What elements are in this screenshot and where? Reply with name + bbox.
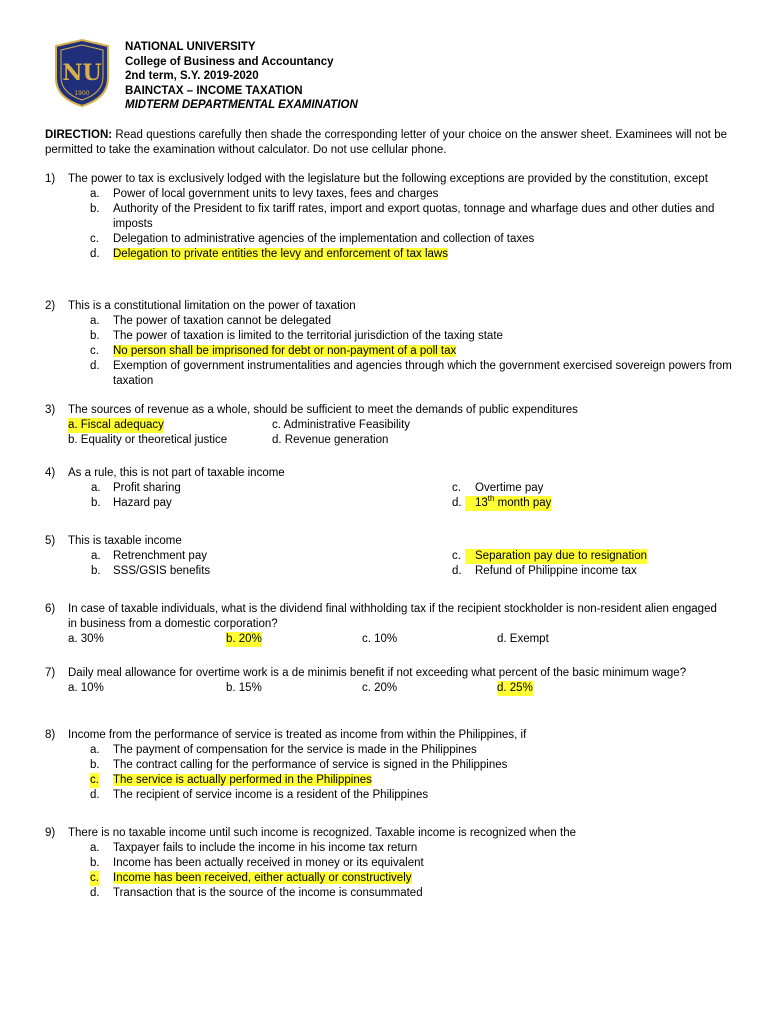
option-b[interactable]: Hazard pay <box>113 497 172 509</box>
question-4 <box>45 466 735 511</box>
option-letter: b. <box>91 565 101 577</box>
option-a[interactable]: a. Power of local government units to levy taxes, fees and charges <box>90 188 439 200</box>
logo-year: 1900 <box>74 90 90 97</box>
option-b[interactable]: b. Income has been actually received in money or its equivalent <box>90 857 424 869</box>
question-2 <box>45 299 735 389</box>
question-number: 6) <box>45 603 56 615</box>
option-text: Transaction that is the source of the income is consummated <box>113 887 423 899</box>
option-d[interactable]: 13th month pay <box>465 496 551 511</box>
term: 2nd term, S.Y. 2019-2020 <box>125 70 259 83</box>
highlighted-answer: Income has been received, either actually or constructively <box>113 872 412 884</box>
option-c[interactable]: c. 20% <box>362 682 398 694</box>
option-c[interactable]: c. No person shall be imprisoned for debt or non-payment of a poll tax <box>90 345 457 357</box>
question-5 <box>45 534 735 579</box>
option-text: Delegation to administrative agencies of the implementation and collection of taxes <box>113 233 535 245</box>
university-name: NATIONAL UNIVERSITY <box>125 41 256 53</box>
option-c[interactable]: Overtime pay <box>475 482 544 494</box>
question-stem: In case of taxable individuals, what is the dividend final withholding tax if the recipient stockholder is non-resident alien engaged in business from a domestic corporation? <box>68 603 717 630</box>
option-c[interactable]: c. The service is actually performed in the Philippines <box>90 774 372 786</box>
highlighted-answer: No person shall be imprisoned for debt or non-payment of a poll tax <box>113 345 457 357</box>
question-stem: Daily meal allowance for overtime work is a de minimis benefit if not exceeding what percent of the basic minimum wage? <box>68 667 687 679</box>
option-text: Authority of the President to fix tariff rates, import and export quotas, tonnage and wharfage dues and other duties and imposts <box>113 203 715 230</box>
exam-title: MIDTERM DEPARTMENTAL EXAMINATION <box>125 99 358 112</box>
question-stem: This is taxable income <box>68 535 182 547</box>
option-d[interactable]: d. 25% <box>497 682 533 694</box>
option-text: Exemption of government instrumentalities and agencies through which the government exercised sovereign powers from taxation <box>113 360 732 387</box>
option-text: The power of taxation is limited to the territorial jurisdiction of the taxing state <box>113 330 503 342</box>
option-a[interactable]: Profit sharing <box>113 482 181 494</box>
question-stem: The power to tax is exclusively lodged with the legislature but the following exceptions are provided by the constitution, except <box>68 173 708 185</box>
question-number: 3) <box>45 404 56 416</box>
option-b[interactable]: SSS/GSIS benefits <box>113 565 211 577</box>
option-letter: d. <box>452 565 462 577</box>
option-c[interactable]: c. Administrative Feasibility <box>272 419 411 431</box>
option-d[interactable]: d. Delegation to private entities the levy and enforcement of tax laws <box>90 248 448 260</box>
question-stem: Income from the performance of service is treated as income from within the Philippines, if <box>68 729 527 741</box>
option-text: The contract calling for the performance of service is signed in the Philippines <box>113 759 508 771</box>
course-title: BAINCTAX – INCOME TAXATION <box>125 84 303 97</box>
option-d[interactable]: d. Transaction that is the source of the income is consummated <box>90 887 423 899</box>
option-b[interactable]: b. The power of taxation is limited to the territorial jurisdiction of the taxing state <box>90 330 503 342</box>
option-letter: a. <box>91 482 101 494</box>
question-stem: The sources of revenue as a whole, should be sufficient to meet the demands of public expenditures <box>68 404 578 416</box>
question-number: 1) <box>45 173 56 185</box>
option-a[interactable]: a. Taxpayer fails to include the income in his income tax return <box>90 842 418 854</box>
question-8 <box>45 728 735 803</box>
question-3 <box>45 403 735 448</box>
question-number: 4) <box>45 467 56 479</box>
question-6 <box>45 602 735 647</box>
option-d[interactable]: Refund of Philippine income tax <box>475 565 637 577</box>
option-c[interactable]: c. Income has been received, either actually or constructively <box>90 872 412 884</box>
option-a[interactable]: Retrenchment pay <box>113 550 207 562</box>
option-b[interactable]: b. 20% <box>226 633 262 645</box>
exam-header <box>125 40 358 113</box>
direction-text: Read questions carefully then shade the corresponding letter of your choice on the answer sheet. Examinees will not be permitted to take the examination without calculator. Do not use cellular phone. <box>45 129 727 156</box>
option-d[interactable]: d. Revenue generation <box>272 434 389 446</box>
option-a[interactable]: a. The power of taxation cannot be delegated <box>90 315 332 327</box>
option-b[interactable]: b. Authority of the President to fix tariff rates, import and export quotas, tonnage and wharfage dues and other duties and imposts <box>90 203 715 230</box>
option-letter: a. <box>91 550 101 562</box>
option-a[interactable]: a. 30% <box>68 633 104 645</box>
option-text: The power of taxation cannot be delegated <box>113 315 332 327</box>
option-a[interactable]: a. 10% <box>68 682 104 694</box>
logo-letters: NU <box>62 60 102 86</box>
option-text: The payment of compensation for the service is made in the Philippines <box>113 744 477 756</box>
option-c[interactable]: c. 10% <box>362 633 398 645</box>
option-a[interactable]: a. Fiscal adequacy <box>68 419 164 431</box>
option-b[interactable]: b. The contract calling for the performance of service is signed in the Philippines <box>90 759 508 771</box>
direction-paragraph <box>45 128 727 158</box>
question-number: 7) <box>45 667 56 679</box>
question-number: 9) <box>45 827 56 839</box>
question-stem: This is a constitutional limitation on the power of taxation <box>68 300 356 312</box>
question-1 <box>45 172 735 262</box>
option-letter: b. <box>91 497 101 509</box>
option-text: The recipient of service income is a resident of the Philippines <box>113 789 429 801</box>
direction-label: DIRECTION: <box>45 129 113 141</box>
question-number: 5) <box>45 535 56 547</box>
question-7 <box>45 666 735 696</box>
question-number: 8) <box>45 729 56 741</box>
option-b[interactable]: b. 15% <box>226 682 262 694</box>
question-stem: There is no taxable income until such income is recognized. Taxable income is recognized when the <box>68 827 576 839</box>
option-letter: d. <box>452 497 462 509</box>
option-c[interactable]: Separation pay due to resignation <box>465 549 647 564</box>
option-d[interactable]: d. Exemption of government instrumentalities and agencies through which the government exercised sovereign powers from taxation <box>90 360 732 387</box>
option-d[interactable]: d. The recipient of service income is a resident of the Philippines <box>90 789 429 801</box>
option-letter: c. <box>452 550 461 562</box>
highlighted-answer: The service is actually performed in the Philippines <box>113 774 372 786</box>
option-c[interactable]: c. Delegation to administrative agencies of the implementation and collection of taxes <box>90 233 535 245</box>
highlighted-answer: Delegation to private entities the levy and enforcement of tax laws <box>113 248 448 260</box>
college-name: College of Business and Accountancy <box>125 55 334 68</box>
question-9 <box>45 826 735 901</box>
option-text: Income has been actually received in money or its equivalent <box>113 857 424 869</box>
option-a[interactable]: a. The payment of compensation for the service is made in the Philippines <box>90 744 477 756</box>
question-stem: As a rule, this is not part of taxable income <box>68 467 285 479</box>
option-text: Taxpayer fails to include the income in his income tax return <box>113 842 418 854</box>
option-b[interactable]: b. Equality or theoretical justice <box>68 434 228 446</box>
option-d[interactable]: d. Exempt <box>497 633 549 645</box>
option-text: Power of local government units to levy taxes, fees and charges <box>113 188 439 200</box>
option-letter: c. <box>452 482 461 494</box>
university-seal-icon <box>52 38 112 108</box>
question-number: 2) <box>45 300 56 312</box>
